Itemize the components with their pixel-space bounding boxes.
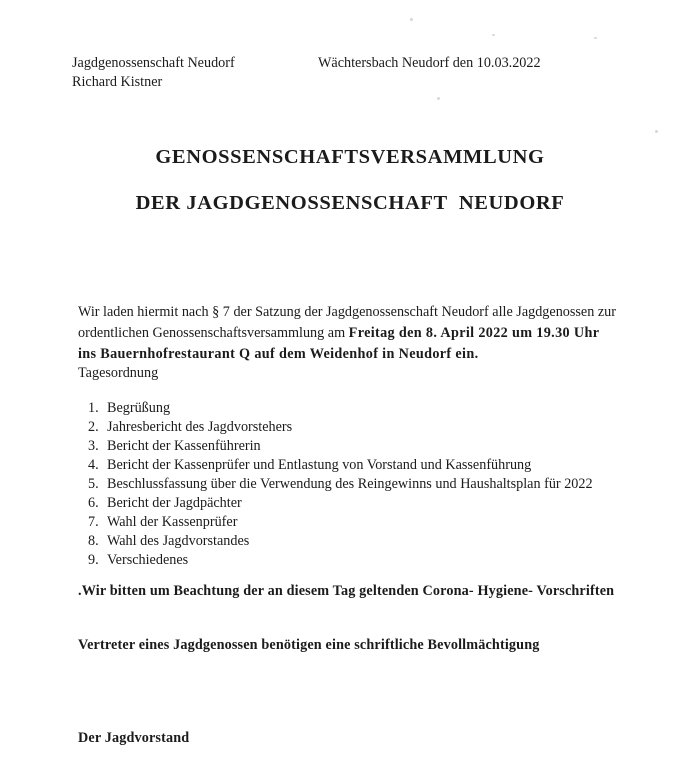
agenda-item-text: Jahresbericht des Jagdvorstehers xyxy=(107,419,293,435)
sender-name: Richard Kistner xyxy=(72,74,163,90)
list-item xyxy=(88,456,648,475)
list-item xyxy=(88,532,648,551)
agenda-item-number: 9. xyxy=(88,552,99,568)
corona-notice: .Wir bitten um Beachtung der an diesem Tag geltenden Corona- Hygiene- Vorschriften xyxy=(78,583,615,599)
list-item xyxy=(88,418,648,437)
agenda-item-number: 8. xyxy=(88,533,99,549)
agenda-item-number: 4. xyxy=(88,457,99,473)
agenda-item-number: 1. xyxy=(88,400,99,416)
agenda-item-number: 3. xyxy=(88,438,99,454)
agenda-item-text: Beschlussfassung über die Verwendung des Reingewinns und Haushaltsplan für 2022 xyxy=(107,476,593,492)
invitation-text-bold: Freitag den 8. April 2022 um 19.30 Uhr ins Bauernhofrestaurant Q auf dem Weidenhof in Neudorf ein. xyxy=(78,325,600,363)
scan-speck xyxy=(437,97,440,100)
title-line-1: GENOSSENSCHAFTSVERSAMMLUNG xyxy=(155,146,545,168)
list-item xyxy=(88,551,648,570)
agenda-item-text: Bericht der Jagdpächter xyxy=(107,495,242,511)
agenda-label: Tagesordnung xyxy=(78,365,159,381)
sender-block xyxy=(72,54,235,92)
sender-organization: Jagdgenossenschaft Neudorf xyxy=(72,55,235,71)
list-item xyxy=(88,437,648,456)
place-date: Wächtersbach Neudorf den 10.03.2022 xyxy=(318,55,541,71)
agenda-item-text: Bericht der Kassenprüfer und Entlastung von Vorstand und Kassenführung xyxy=(107,457,532,473)
list-item xyxy=(88,494,648,513)
list-item xyxy=(88,513,648,532)
scan-speck xyxy=(410,18,413,21)
scan-speck xyxy=(492,34,495,36)
scan-speck xyxy=(594,37,597,39)
list-item xyxy=(88,475,648,494)
agenda-item-text: Verschiedenes xyxy=(107,552,189,568)
agenda-list xyxy=(88,399,648,570)
agenda-item-number: 5. xyxy=(88,476,99,492)
signature-line: Der Jagdvorstand xyxy=(78,730,190,746)
agenda-item-text: Wahl der Kassenprüfer xyxy=(107,514,238,530)
invitation-text-regular: Wir laden hiermit nach § 7 der Satzung der Jagdgenossenschaft Neudorf alle Jagdgenossen zur ordentlichen Genossenschaftsversammlung am xyxy=(78,304,616,342)
scan-speck xyxy=(655,130,658,133)
agenda-item-number: 2. xyxy=(88,419,99,435)
agenda-item-text: Begrüßung xyxy=(107,400,171,416)
document-title xyxy=(0,146,700,215)
list-item xyxy=(88,399,648,418)
agenda-item-text: Bericht der Kassenführerin xyxy=(107,438,261,454)
invitation-paragraph xyxy=(78,302,618,365)
agenda-item-number: 7. xyxy=(88,514,99,530)
agenda-item-number: 6. xyxy=(88,495,99,511)
title-line-2: DER JAGDGENOSSENSCHAFT NEUDORF xyxy=(135,192,565,214)
proxy-notice: Vertreter eines Jagdgenossen benötigen eine schriftliche Bevollmächtigung xyxy=(78,637,540,653)
agenda-item-text: Wahl des Jagdvorstandes xyxy=(107,533,250,549)
